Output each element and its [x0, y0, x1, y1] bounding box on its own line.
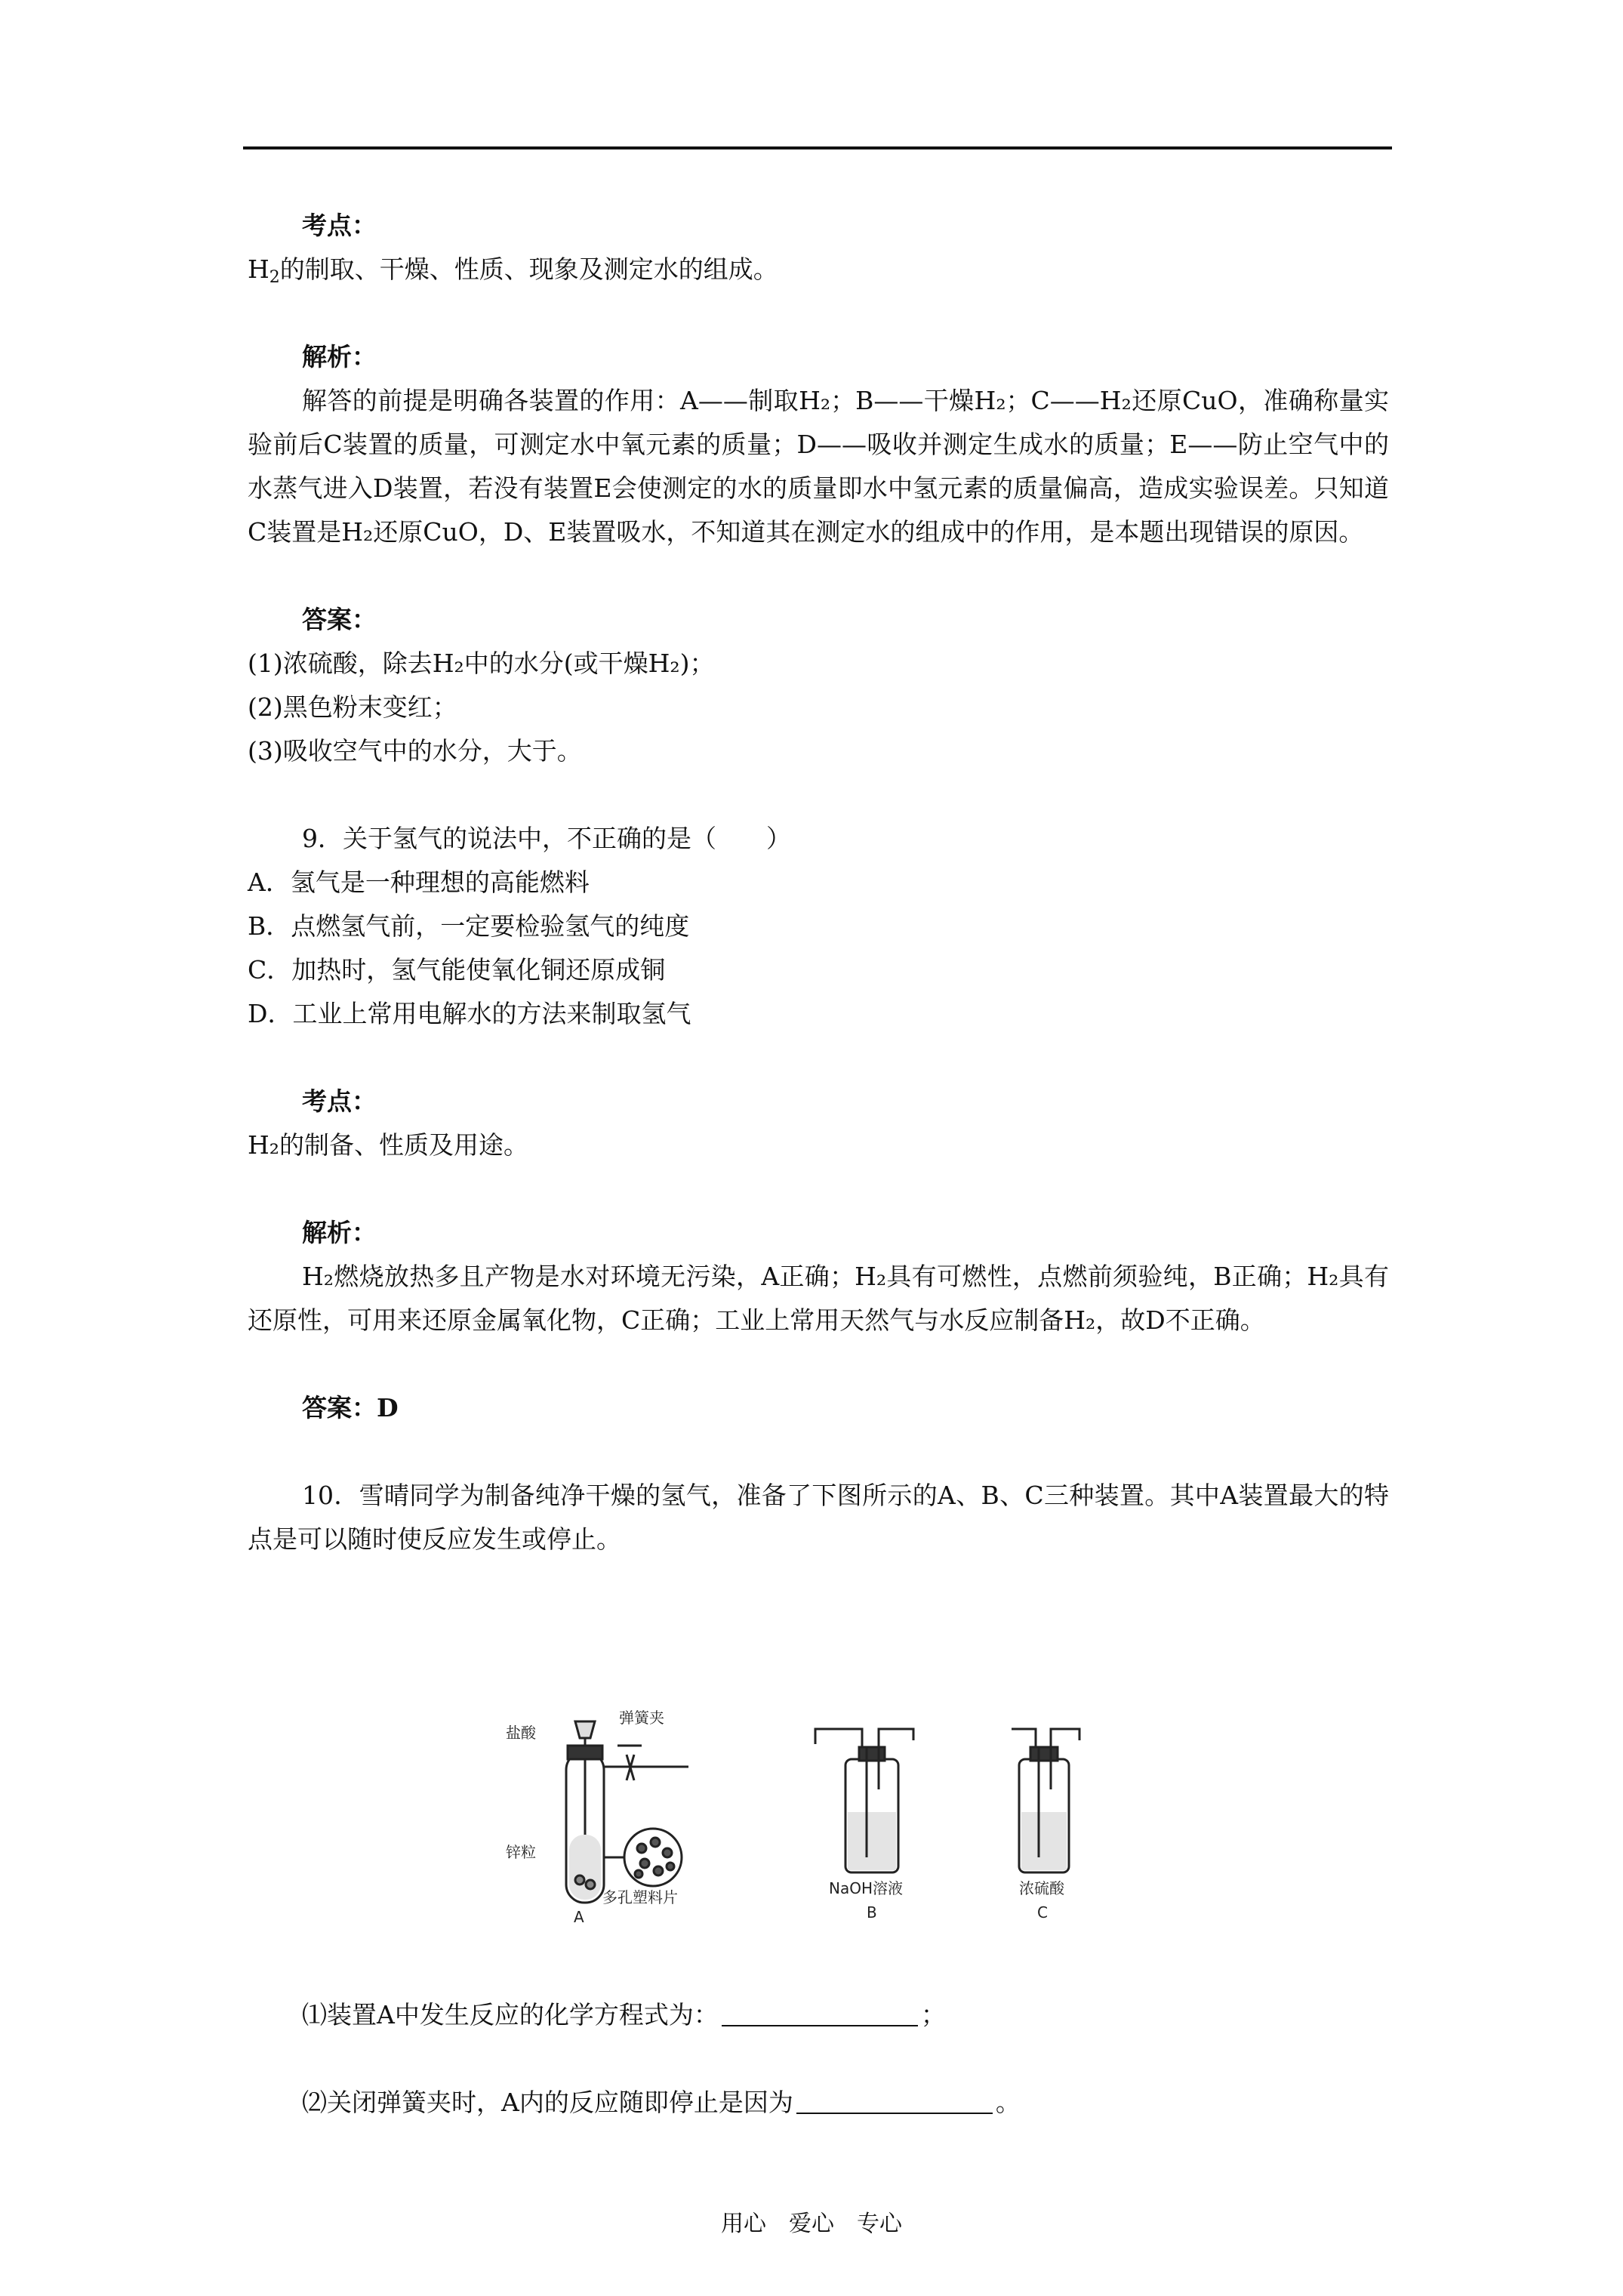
document-body	[248, 204, 1389, 1561]
question-10-stem: 10．雪晴同学为制备纯净干燥的氢气，准备了下图所示的A、B、C三种装置。其中A装置最大的特点是可以随时使反应发生或停止。	[248, 1481, 1389, 1554]
label-c: C	[1037, 1903, 1048, 1922]
label-clamp: 弹簧夹	[619, 1709, 664, 1727]
question-10-sub1	[248, 1993, 1389, 2037]
label-zinc: 锌粒	[506, 1843, 536, 1861]
section-heading-jiexi-2: 解析：	[302, 1218, 377, 1247]
apparatus-c	[1012, 1729, 1079, 1872]
answer-9: 答案：D	[302, 1393, 399, 1422]
sub2-blank[interactable]	[796, 2088, 993, 2114]
sub1-blank[interactable]	[722, 2001, 918, 2026]
section-heading-kaodian: 考点：	[302, 211, 377, 240]
kaodian-text-2: H₂的制备、性质及用途。	[248, 1130, 529, 1160]
sub1-end: ；	[920, 2000, 946, 2029]
section-heading-kaodian-2: 考点：	[302, 1086, 377, 1116]
question-9-option-b: B．点燃氢气前，一定要检验氢气的纯度	[248, 911, 690, 941]
question-10-sub2	[248, 2081, 1389, 2125]
label-a: A	[574, 1908, 584, 1925]
answer-3: (3)吸收空气中的水分，大于。	[248, 736, 582, 766]
question-9-option-a: A．氢气是一种理想的高能燃料	[248, 868, 590, 897]
question-9-option-c: C．加热时，氢气能使氧化铜还原成铜	[248, 955, 666, 985]
apparatus-a	[566, 1721, 688, 1903]
section-heading-jiexi: 解析：	[302, 342, 377, 371]
question-9-stem: 9．关于氢气的说法中，不正确的是（ ）	[302, 824, 791, 853]
sub2-end: 。	[995, 2088, 1021, 2117]
answer-2: (2)黑色粉末变红；	[248, 692, 457, 722]
apparatus-figure	[491, 1699, 1155, 1925]
label-acid: 盐酸	[506, 1724, 536, 1742]
label-plate: 多孔塑料片	[602, 1888, 678, 1906]
label-h2so4: 浓硫酸	[1019, 1879, 1064, 1897]
kaodian-text	[248, 248, 1389, 291]
jiexi-paragraph-2: H₂燃烧放热多且产物是水对环境无污染，A正确；H₂具有可燃性，点燃前须验纯，B正确；H₂具有还原性，可用来还原金属氧化物，C正确；工业上常用天然气与水反应制备H₂，故D不正确。	[248, 1262, 1389, 1335]
kaodian-text-rest: 的制取、干燥、性质、现象及测定水的组成。	[279, 254, 778, 284]
jiexi-paragraph: 解答的前提是明确各装置的作用：A——制取H₂；B——干燥H₂；C——H₂还原CuO，准确称量实验前后C装置的质量，可测定水中氧元素的质量；D——吸收并测定生成水的质量；E——防止空气中的水蒸气进入D装置，若没有装置E会使测定的水的质量即水中氢元素的质量偏高，造成实验误差。只知道C装置是H₂还原CuO，D、E装置吸水，不知道其在测定水的组成中的作用，是本题出现错误的原因。	[248, 386, 1389, 547]
header-rule	[243, 146, 1392, 149]
question-10-subparts	[248, 1993, 1389, 2125]
sub1-text: ⑴装置A中发生反应的化学方程式为：	[302, 2000, 719, 2029]
section-heading-daan: 答案：	[302, 605, 377, 634]
page-footer: 用心 爱心 专心	[721, 2211, 902, 2237]
question-9-option-d: D．工业上常用电解水的方法来制取氢气	[248, 999, 691, 1028]
kaodian-text-sub: 2	[269, 268, 280, 287]
apparatus-b	[815, 1729, 913, 1872]
kaodian-text-h: H	[248, 254, 269, 284]
label-b: B	[867, 1903, 877, 1922]
answer-1: (1)浓硫酸，除去H₂中的水分(或干燥H₂)；	[248, 649, 715, 678]
label-naoh: NaOH溶液	[829, 1879, 903, 1897]
sub2-text: ⑵关闭弹簧夹时，A内的反应随即停止是因为	[302, 2088, 793, 2117]
